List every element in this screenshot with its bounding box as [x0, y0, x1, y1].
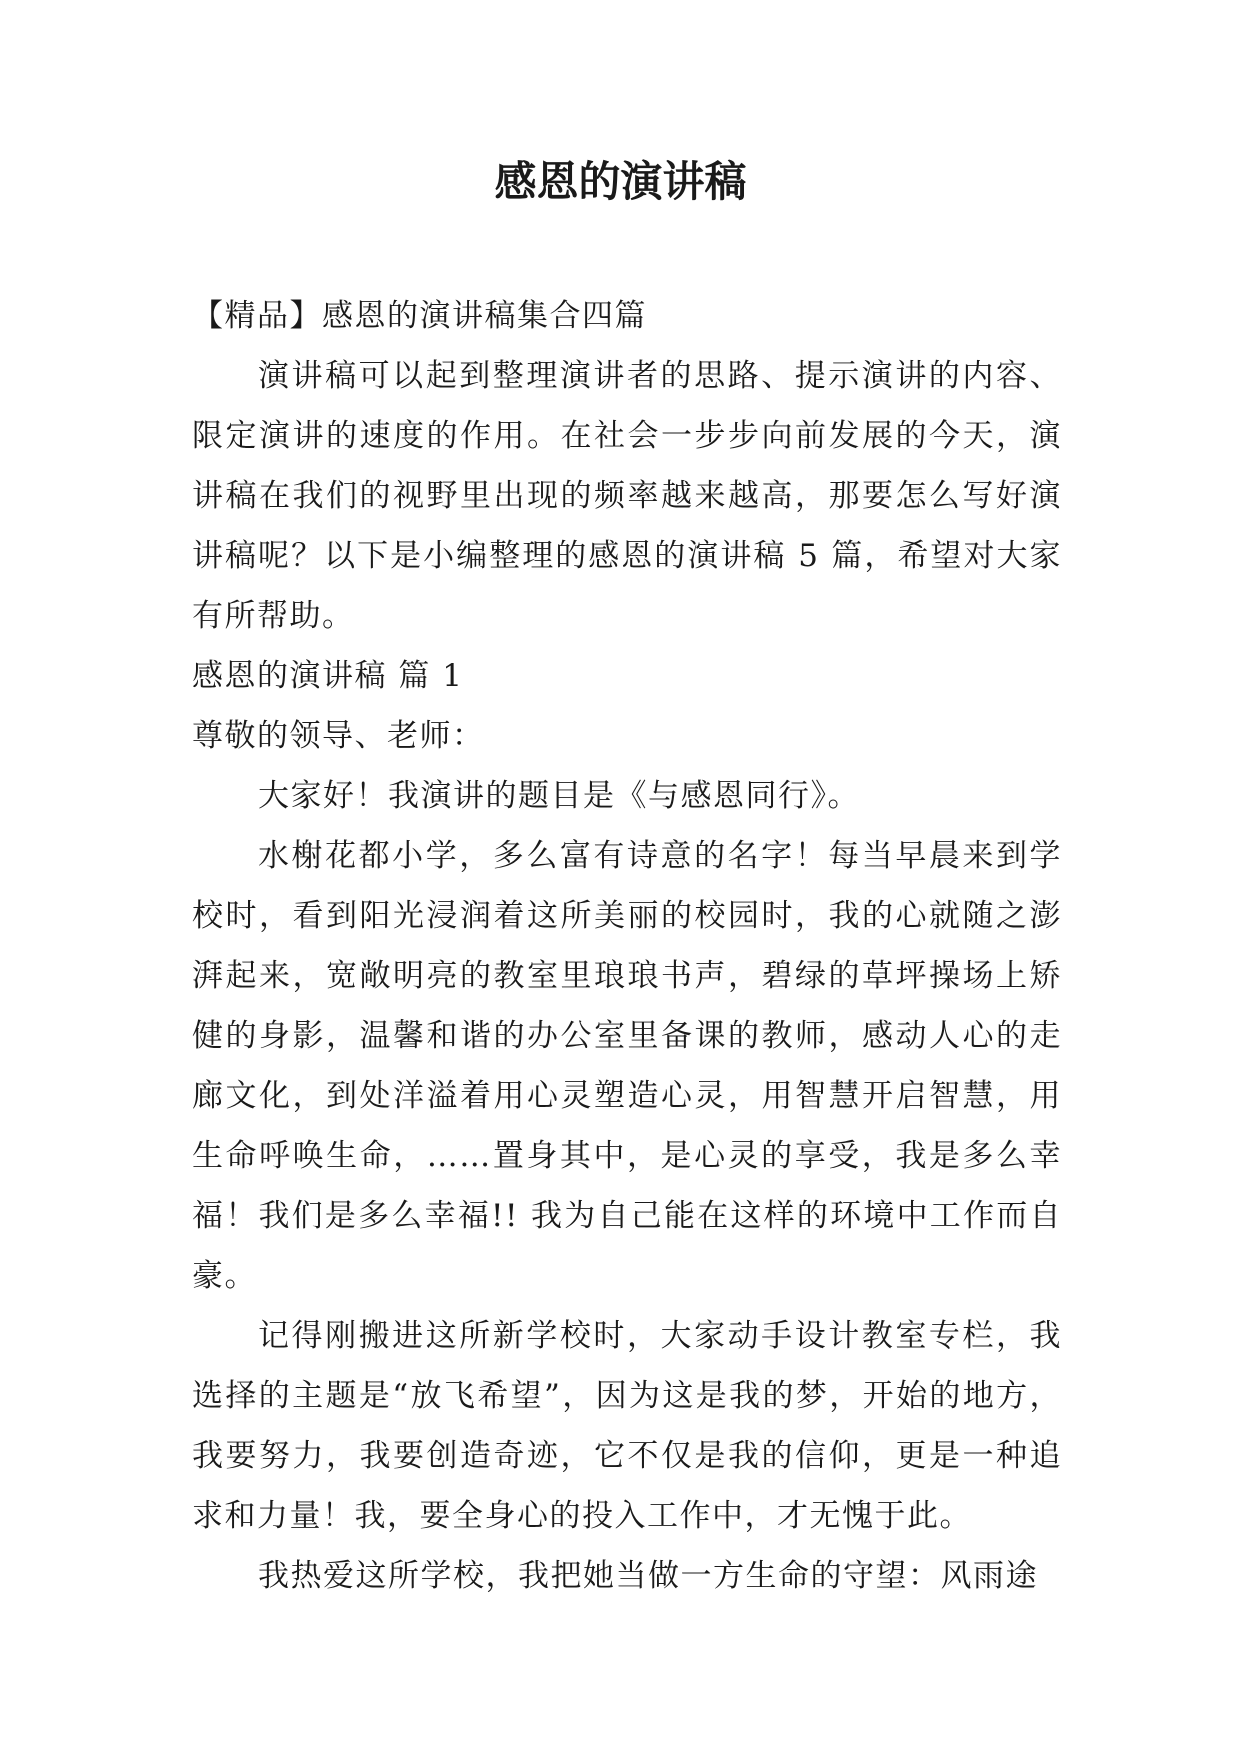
subtitle-paragraph: 【精品】感恩的演讲稿集合四篇	[192, 298, 647, 334]
section-heading: 感恩的演讲稿 篇 1	[192, 658, 464, 694]
intro-paragraph: 演讲稿可以起到整理演讲者的思路、提示演讲的内容、限定演讲的速度的作用。在社会一步步向前发展的今天，演讲稿在我们的视野里出现的频率越来越高，那要怎么写好演讲稿呢？以下是小编整理的感恩的演讲稿 5 篇，希望对大家有所帮助。	[192, 358, 1062, 634]
document-title: 感恩的演讲稿	[494, 157, 747, 206]
body-paragraph: 水榭花都小学，多么富有诗意的名字！每当早晨来到学校时，看到阳光浸润着这所美丽的校园时，我的心就随之澎湃起来，宽敞明亮的教室里琅琅书声，碧绿的草坪操场上矫健的身影，温馨和谐的办公室里备课的教师，感动人心的走廊文化，到处洋溢着用心灵塑造心灵，用智慧开启智慧，用生命呼唤生命，……置身其中，是心灵的享受，我是多么幸福！我们是多么幸福!! 我为自己能在这样的环境中工作而自豪。	[192, 838, 1062, 1294]
body-paragraph: 我热爱这所学校，我把她当做一方生命的守望：风雨途	[258, 1558, 1038, 1594]
greeting-paragraph: 大家好！我演讲的题目是《与感恩同行》。	[258, 778, 860, 814]
document-body	[192, 286, 1062, 1606]
body-paragraph: 记得刚搬进这所新学校时，大家动手设计教室专栏，我选择的主题是“放飞希望”，因为这是我的梦，开始的地方，我要努力，我要创造奇迹，它不仅是我的信仰，更是一种追求和力量！我，要全身心的投入工作中，才无愧于此。	[192, 1318, 1062, 1534]
salutation-paragraph: 尊敬的领导、老师：	[192, 718, 485, 754]
